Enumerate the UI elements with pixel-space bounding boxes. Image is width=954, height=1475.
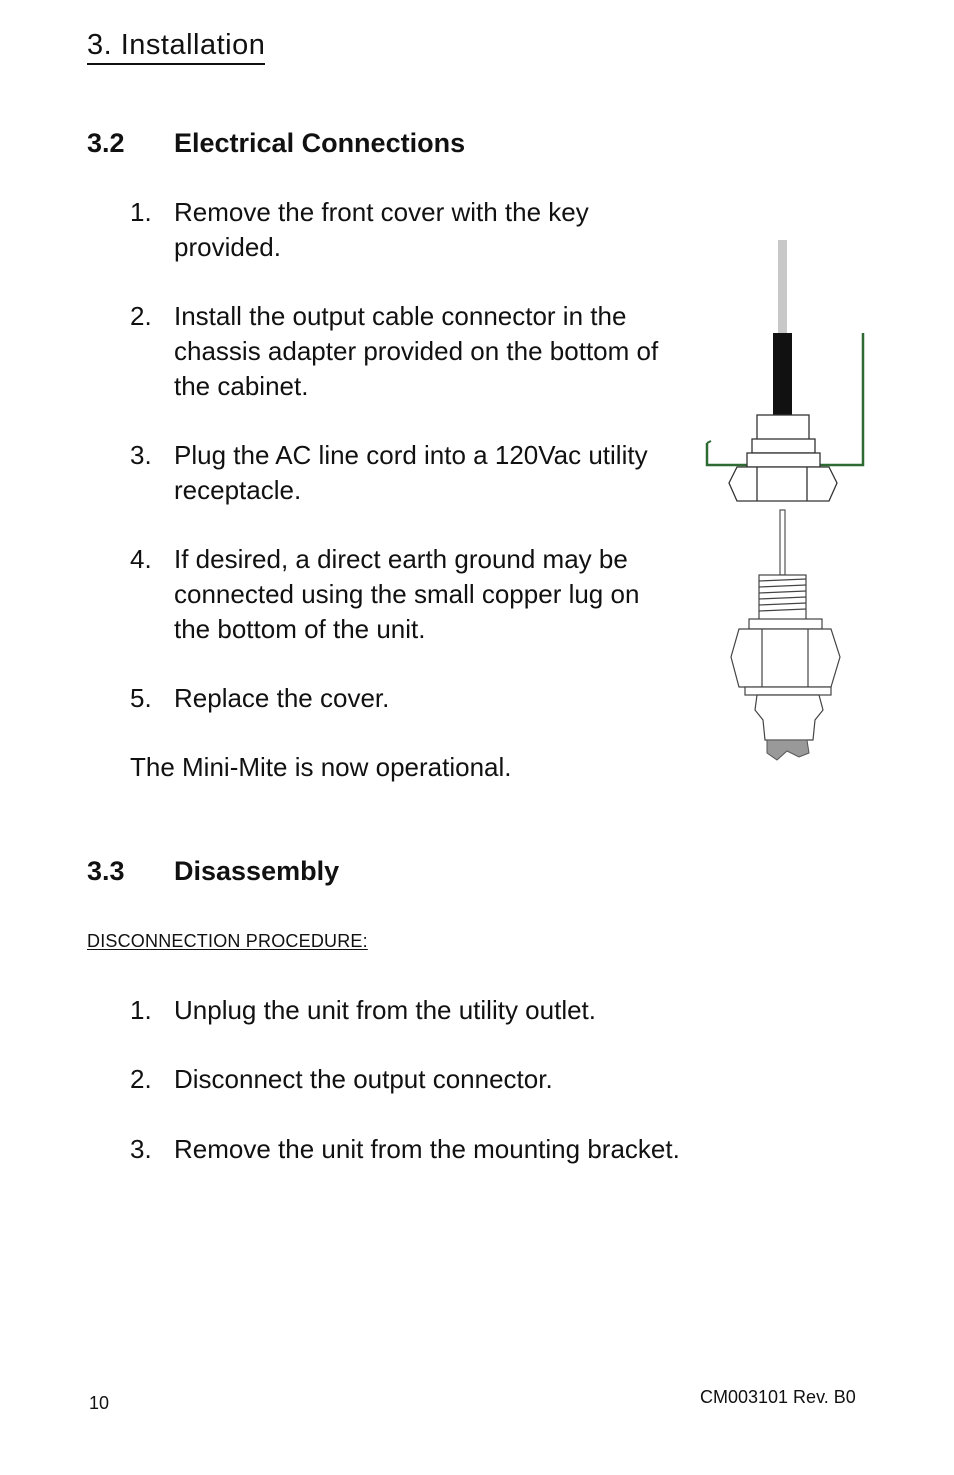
list-item-number: 1.: [130, 995, 152, 1025]
list-item-text: Replace the cover.: [174, 683, 390, 713]
closing-statement: The Mini-Mite is now operational.: [130, 752, 512, 782]
page-number: 10: [89, 1393, 110, 1413]
list-item-text: Remove the unit from the mounting bracket.: [174, 1134, 680, 1164]
connector-illustration: [695, 225, 870, 770]
list-item-number: 1.: [130, 197, 152, 227]
threaded-plug-icon: [731, 575, 840, 740]
list-item-number: 2.: [130, 301, 152, 331]
procedure-subheading: DISCONNECTION PROCEDURE:: [87, 931, 368, 951]
list-item-number: 3.: [130, 1134, 152, 1164]
section-title: Electrical Connections: [174, 128, 466, 158]
list-item-text: Install the output cable connector in the chassis adapter provided on the bottom of the cabinet.: [174, 301, 659, 401]
list-item-number: 3.: [130, 440, 152, 470]
cable-icon: [773, 240, 792, 415]
section-title: Disassembly: [174, 856, 340, 886]
document-id: CM003101 Rev. B0: [700, 1387, 856, 1407]
connector-pin-icon: [780, 510, 785, 575]
list-item-text: Unplug the unit from the utility outlet.: [174, 995, 597, 1025]
section-heading-disassembly: [87, 855, 339, 887]
list-item-text: If desired, a direct earth ground may be connected using the small copper lug on the bottom of the unit.: [174, 544, 640, 644]
list-item-text: Plug the AC line cord into a 120Vac utility receptacle.: [174, 440, 648, 505]
section-number: 3.3: [87, 856, 125, 886]
chassis-adapter-icon: [729, 415, 837, 501]
list-item-number: 4.: [130, 544, 152, 574]
list-item-number: 5.: [130, 683, 152, 713]
cable-end-icon: [767, 740, 809, 760]
section-heading-electrical: [87, 127, 465, 159]
list-item-text: Remove the front cover with the key provided.: [174, 197, 589, 262]
list-item-text: Disconnect the output connector.: [174, 1064, 553, 1094]
chapter-title: 3. Installation: [87, 28, 265, 65]
section-number: 3.2: [87, 128, 125, 158]
list-item-number: 2.: [130, 1064, 152, 1094]
